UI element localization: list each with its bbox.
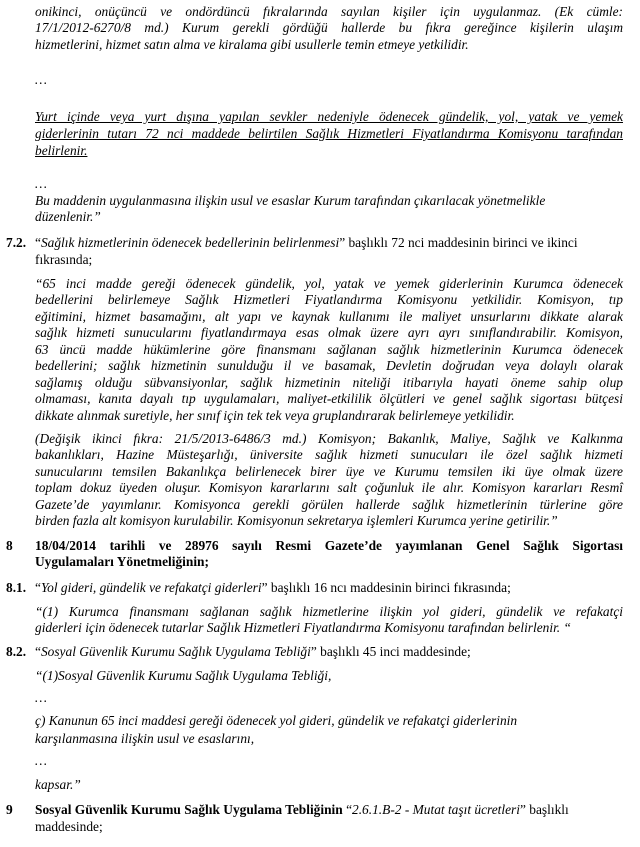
text-line: sağlık hizmeti sunucularını fiyatlandırmaya esas olmak üzere ayrı ayrı sınıflandırabilir. Komisyon, (35, 325, 623, 340)
text-line: Bu maddenin uygulanmasına ilişkin usul ve esaslar Kurum tarafından çıkarılacak yönetmelikle (35, 193, 546, 208)
text-line: hizmetlerini, hizmet satın alma ve kiralama gibi usullerle temin etmeye yetkilidir. (35, 37, 469, 52)
heading-bold: Sosyal Güvenlik Kurumu Sağlık Uygulama Tebliğinin (35, 802, 343, 817)
text-line: belirlenir. (35, 143, 88, 158)
heading-text: ” başlıklı 16 ncı maddesinin birinci fıkrasında; (261, 580, 511, 595)
section-number: 8.2. (6, 644, 27, 659)
quote-open: “ (35, 580, 41, 595)
text-line: ç) Kanunun 65 inci maddesi gereği ödenecek yol gideri, gündelik ve refakatçi giderlerinin (35, 713, 518, 728)
heading-text: ” başlıklı 45 inci maddesinde; (310, 644, 471, 659)
text-line: olmaması, kanıta dayalı tıp uygulamaları, maliyet-etkililik ölçütleri ve genel sağlık sigortası bütçesi (35, 391, 623, 406)
ellipsis: … (35, 72, 47, 87)
text-line: eğitimini, hizmet basamağını, alt yapı ve kaynak kullanımı ile maliyet unsurlarını dikkate alarak (35, 309, 623, 324)
section-number: 8.1. (6, 580, 27, 595)
text-line: giderleri için ödenecek tutarlar Sağlık Hizmetleri Fiyatlandırma Komisyonu tarafından belirlenir. “ (35, 620, 571, 635)
text-line: 63 üncü madde hükümlerine göre finansmanı sağlanan sağlık hizmetlerinin Kurumca ödenecek (35, 342, 623, 357)
ellipsis: … (35, 690, 47, 705)
text-line: kapsar.” (35, 777, 81, 792)
text-line: bedellerini belirlemeye Sağlık Hizmetleri Fiyatlandırma Komisyonu yetkilidir. Komisyon, tıp (35, 292, 623, 307)
heading-text: ” başlıklı 72 nci maddesinin birinci ve ikinci (339, 235, 578, 250)
text-line: Yurt içinde veya yurt dışına yapılan sevkler nedeniyle ödenecek gündelik, yol, yatak ve yemek (35, 109, 623, 124)
quote-open: “ (35, 235, 41, 250)
article-title: Sosyal Güvenlik Kurumu Sağlık Uygulama Tebliği (40, 644, 311, 659)
text-line: (Değişik ikinci fıkra: 21/5/2013-6486/3 md.) Komisyon; Bakanlık, Maliye, Sağlık ve Kalkınma (35, 431, 623, 446)
text-line: maddesinde; (35, 819, 103, 834)
article-title: Sağlık hizmetlerinin ödenecek bedellerinin belirlenmesi (40, 235, 340, 250)
text-line: “(1) Kurumca finansmanı sağlanan sağlık hizmetlerine ilişkin yol gideri, gündelik ve refakatçi (35, 604, 623, 619)
text-line: birden fazla alt komisyon kurulabilir. Komisyonun sekretarya işlemleri Kurumca yerine getirilir.” (35, 513, 558, 528)
text-line: sunucularını temsilen Bakanlıkça belirlenecek birer üye ve Kurumu temsilen iki üye olmak üzere (35, 464, 623, 479)
text-line: Gazete’de yayımlanır. Komisyonca gerekli görülen hallerde sağlık hizmetlerinin türlerine göre (35, 497, 623, 512)
text-line: “(1)Sosyal Güvenlik Kurumu Sağlık Uygulama Tebliği, (35, 668, 332, 683)
text-line: sağlamış olduğu sübvansiyonlar, sağlık hizmetinin niteliği itibarıyla hayati öneme sahip olup (35, 375, 623, 390)
section-number: 8 (6, 538, 13, 553)
text-line: düzenlenir.” (35, 209, 101, 224)
quote-open: “ (35, 644, 41, 659)
heading-text: ” başlıklı (520, 802, 569, 817)
text-line: onikinci, onüçüncü ve ondördüncü fıkralarında sayılan kişiler için uygulanmaz. (Ek cümle: (35, 4, 623, 19)
text-line: bedellerini; sağlık hizmetinin sunulduğu il ve basamak, Devletin doğrudan veya dolaylı olarak (35, 358, 623, 373)
text-line: 17/1/2012-6270/8 md.) Kurum gerekli gördüğü hallerde bu fıkra gereğince kişilerin ulaşım (35, 20, 623, 35)
text-line: giderlerinin tutarı 72 nci maddede belirtilen Sağlık Hizmetleri Fiyatlandırma Komisyonu tarafından (35, 126, 623, 141)
section-number: 9 (6, 802, 13, 817)
section-heading: Uygulamaları Yönetmeliğinin; (35, 554, 209, 569)
article-title: Yol gideri, gündelik ve refakatçi giderleri (40, 580, 262, 595)
ellipsis: … (35, 176, 47, 191)
quote-open: “ (342, 802, 353, 817)
text-line: toplam dokuz üyeden oluşur. Komisyon kararlarını salt çoğunluk ile alır. Komisyon kararları Resmî (35, 480, 623, 495)
section-heading (35, 802, 569, 818)
ellipsis: … (35, 753, 47, 768)
section-heading: 18/04/2014 tarihli ve 28976 sayılı Resmi Gazete’de yayımlanan Genel Sağlık Sigortası (35, 538, 623, 553)
section-heading (35, 644, 471, 660)
text-line: bakanlıkları, Hazine Müsteşarlığı, üniversite sağlık hizmeti sunucuları ile özel sağlık hizmeti (35, 447, 623, 462)
section-number: 7.2. (6, 235, 27, 250)
article-title: 2.6.1.B-2 - Mutat taşıt ücretleri (352, 802, 520, 817)
text-line: “65 inci madde gereği ödenecek gündelik, yol, yatak ve yemek giderlerinin Kurumca ödenecek (35, 276, 623, 291)
text-line: dikkate alınmak suretiyle, her sınıf için tek tek veya gruplandırarak belirlemeye yetkilidir. (35, 408, 515, 423)
text-line: karşılanmasına ilişkin usul ve esaslarını, (35, 731, 255, 746)
section-heading (35, 235, 578, 251)
text-line: fıkrasında; (35, 252, 93, 267)
section-heading (35, 580, 511, 596)
